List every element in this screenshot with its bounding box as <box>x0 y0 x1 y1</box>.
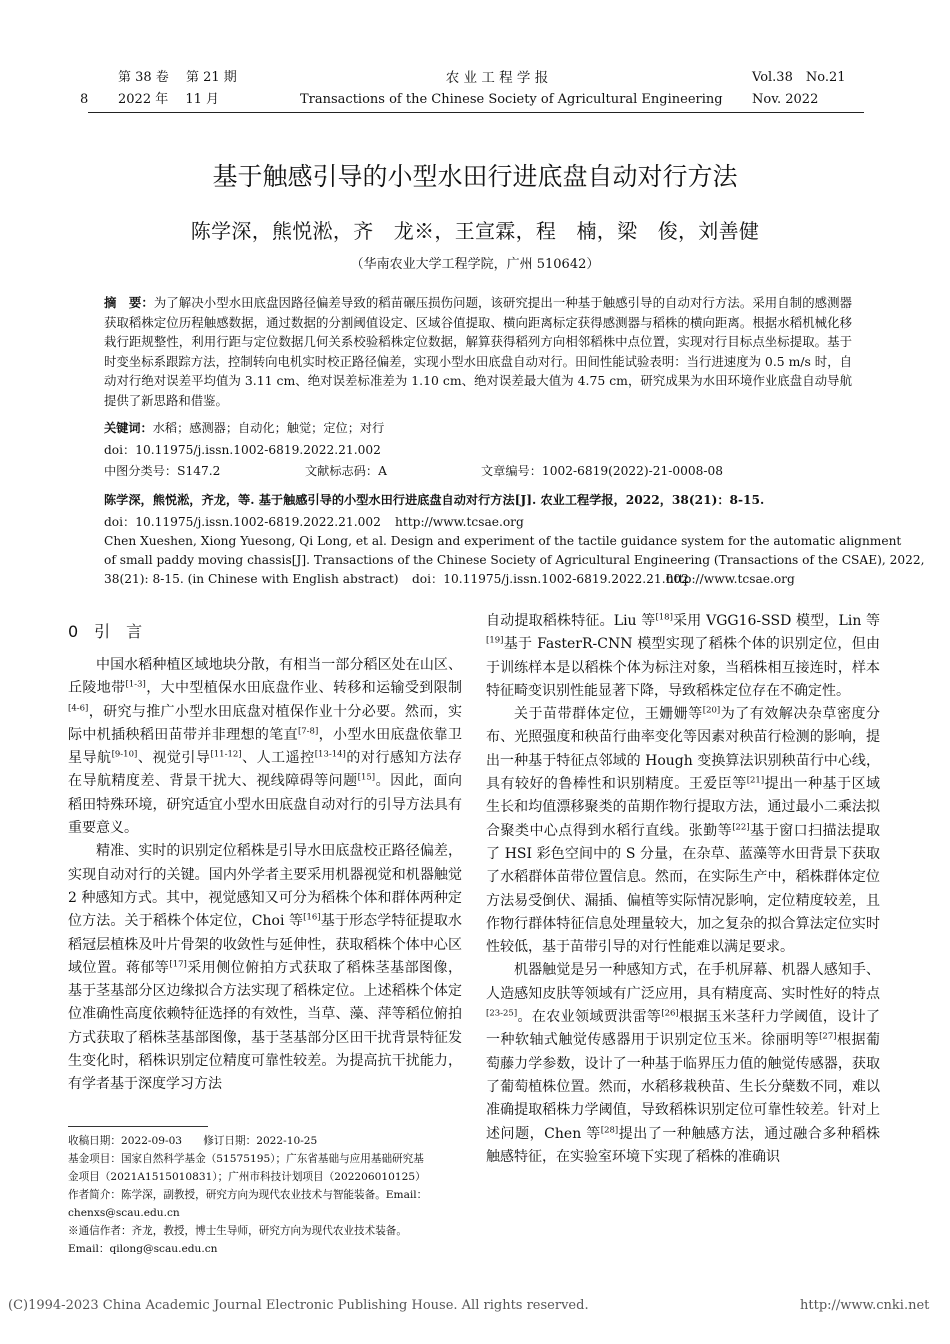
citation-cn-url: http://www.tcsae.org <box>395 515 524 529</box>
footnote-rule <box>68 1126 208 1127</box>
authors: 陈学深，熊悦淞，齐 龙※，王宣霖，程 楠，梁 俊，刘善健 <box>190 219 760 243</box>
paragraph: 中国水稻种植区域地块分散，有相当一部分稻区处在山区、丘陵地带[1-3]，大中型植保水田底盘作业、转移和运输受到限制[4-6]，研究与推广小型水田底盘对植保作业十分必要。然而，实际中机插秧稻田苗带并非理想的笔直[7-8]，小型水田底盘依靠卫星导航[9-10]、视觉引导[11-12]、人工遥控[13-14]的对行感知方法存在导航精度差、背景干扰大、视线障碍等问题[15]。因此，面向稻田特殊环境，研究适宜小型水田底盘自动对行的引导方法具有重要意义。 <box>68 657 463 837</box>
article-number: 文章编号：1002-6819(2022)-21-0008-08 <box>481 464 724 478</box>
funding-line1: 基金项目：国家自然科学基金（51575195）；广东省基础与应用基础研究基 <box>68 1153 424 1165</box>
author-bio-line1: 作者简介：陈学深，副教授，研究方向为现代农业技术与智能装备。Email： <box>68 1189 428 1201</box>
document-code: 文献标志码：A <box>305 464 387 478</box>
date-en: Nov. 2022 <box>752 92 819 107</box>
paragraph: 自动提取稻株特征。Liu 等[18]采用 VGG16-SSD 模型，Lin 等[19]基于 FasterR-CNN 模型实现了稻株个体的识别定位，但由于训练样本是以稻株个体为标注对象，当稻株相互接连时，样本特征畸变识别性能显著下降，导致稻株定位存在不确定性。 <box>486 612 881 699</box>
right-column <box>486 610 880 1169</box>
corresponding-email: Email：qilong@scau.edu.cn <box>68 1243 218 1255</box>
journal-name-cn: 农 业 工 程 学 报 <box>445 70 549 86</box>
keywords-label: 关键词： <box>104 421 153 435</box>
paragraph: 机器触觉是另一种感知方式，在手机屏幕、机器人感知手、人造感知皮肤等领域有广泛应用，具有精度高、实时性好的特点[23-25]。在农业领域贾洪雷等[26]根据玉米茎秆力学阈值，设计了一种软轴式触觉传感器用于识别定位玉米。徐丽明等[27]根据葡萄藤力学参数，设计了一种基于临界压力值的触觉传感器，获取了葡萄植株位置。然而，水稻移栽秧苗、生长分蘖数不同，难以准确提取稻株力学阈值，导致稻株识别定位可靠性较差。针对上述问题，Chen 等[28]提出了一种触感方法，通过融合多种稻株触感特征，在实验室环境下实现了稻株的准确识 <box>486 962 881 1165</box>
journal-name-en: Transactions of the Chinese Society of Agricultural Engineering <box>300 92 723 107</box>
keywords-text: 水稻；感测器；自动化；触觉；定位；对行 <box>152 421 385 435</box>
footnotes <box>68 1132 468 1258</box>
volume-issue: 第 38 卷 第 21 期 <box>118 70 237 85</box>
citation-en-line2: of small paddy moving chassis[J]. Transactions of the Chinese Society of Agricultural Engineering (Transactions of the CSAE), 2022, <box>104 553 925 567</box>
received-date: 收稿日期：2022-09-03 修订日期：2022-10-25 <box>68 1135 318 1147</box>
citation-en-line1: Chen Xueshen, Xiong Yuesong, Qi Long, et al. Design and experiment of the tactile guidance system for the automatic alignment <box>104 534 902 548</box>
corresponding-author: ※通信作者：齐龙，教授，博士生导师，研究方向为现代农业技术装备。 <box>68 1225 407 1237</box>
header-rule <box>88 112 864 113</box>
copyright: (C)1994-2023 China Academic Journal Electronic Publishing House. All rights reserved. <box>8 1298 589 1313</box>
clc-number: 中图分类号：S147.2 <box>104 464 221 478</box>
abstract-text: 为了解决小型水田底盘因路径偏差导致的稻苗碾压损伤问题，该研究提出一种基于触感引导的自动对行方法。采用自制的感测器获取稻株定位历程触感数据，通过数据的分割阈值设定、区域谷值提取、横向距离标定获得感测器与稻株的横向距离。根据水稻机械化移栽行距规整性，利用行距与定位数据几何关系校验稻株定位数据，解算获得稻列方向相邻稻株中点位置，实现对行目标点坐标提取。基于时变坐标系跟踪方法，控制转向电机实时校正路径偏差，实现小型水田底盘自动对行。田间性能试验表明：当行进速度为 0.5 m/s 时，自动对行绝对误差平均值为 3.11 cm、绝对误差标准差为 1.10 cm、绝对误差最大值为 4.75 cm，研究成果为水田环境作业底盘自动导航提供了新思路和借鉴。 <box>104 295 853 408</box>
citation-cn: 陈学深，熊悦淞，齐龙，等. 基于触感引导的小型水田行进底盘自动对行方法[J]. 农业工程学报，2022，38(21)：8-15. <box>104 493 765 507</box>
funding-line2: 金项目（2021A1515010831）；广州市科技计划项目（202206010125） <box>68 1171 426 1183</box>
citation-en-doi: doi：10.11975/j.issn.1002-6819.2022.21.002 <box>412 572 689 586</box>
keywords <box>104 419 384 437</box>
doi: doi：10.11975/j.issn.1002-6819.2022.21.002 <box>104 443 381 457</box>
affiliation: （华南农业大学工程学院，广州 510642） <box>350 257 600 272</box>
citation-cn-doi: doi：10.11975/j.issn.1002-6819.2022.21.002 <box>104 515 381 529</box>
volume-en: Vol.38 No.21 <box>752 70 846 85</box>
paragraph: 关于苗带群体定位，王姗姗等[20]为了有效解决杂草密度分布、光照强度和秧苗行曲率变化等因素对秧苗行检测的影响，提出一种基于特征点邻域的 Hough 变换算法识别秧苗行中心线，具有较好的鲁棒性和识别精度。王爱臣等[21]提出一种基于区域生长和均值漂移聚类的苗期作物行提取方法，通过最小二乘法拟合聚类中心点得到水稻行直线。张勤等[22]基于窗口扫描法提取了 HSI 彩色空间中的 S 分量，在杂草、蓝藻等水田背景下获取了水稻群体苗带位置信息。然而，在实际生产中，稻株群体定位方法易受倒伏、漏插、偏植等实际情况影响，定位精度较差，且作物行群体特征信息处理量较大，加之复杂的拟合算法定位实时性较低，基于苗带引导的对行性能难以满足要求。 <box>486 705 881 956</box>
paragraph: 精准、实时的识别定位稻株是引导水田底盘校正路径偏差，实现自动对行的关键。国内外学者主要采用机器视觉和机器触觉 2 种感知方式。其中，视觉感知又可分为稻株个体和群体两种定位方法。关于稻株个体定位，Choi 等[16]基于形态学特征提取水稻冠层植株及叶片骨架的收敛性与延伸性，获取稻株个体中心区域位置。蒋郁等[17]采用侧位俯拍方式获取了稻株茎基部图像，基于茎基部分区边缘拟合方法实现了稻株定位。上述稻株个体定位准确性高度依赖特征选择的有效性，当草、藻、萍等稻位俯拍方式获取了稻株茎基部图像，基于茎基部分区田干扰背景特征发生变化时，稻株识别定位精度可靠性较差。为提高抗干扰能力，有学者基于深度学习方法 <box>68 843 463 1093</box>
left-column <box>68 654 462 1097</box>
section-heading: 0 引 言 <box>68 622 143 641</box>
citation-en-line3: 38(21): 8-15. (in Chinese with English abstract) <box>104 572 399 586</box>
year-month: 2022 年 11 月 <box>118 92 220 107</box>
page-number: 8 <box>80 92 89 107</box>
author-email: chenxs@scau.edu.cn <box>68 1207 180 1219</box>
citation-en-url: http://www.tcsae.org <box>666 572 795 586</box>
paper-title: 基于触感引导的小型水田行进底盘自动对行方法 <box>212 162 738 191</box>
abstract-label: 摘 要： <box>104 295 154 310</box>
abstract <box>104 293 852 411</box>
cnki-url: http://www.cnki.net <box>800 1298 930 1313</box>
